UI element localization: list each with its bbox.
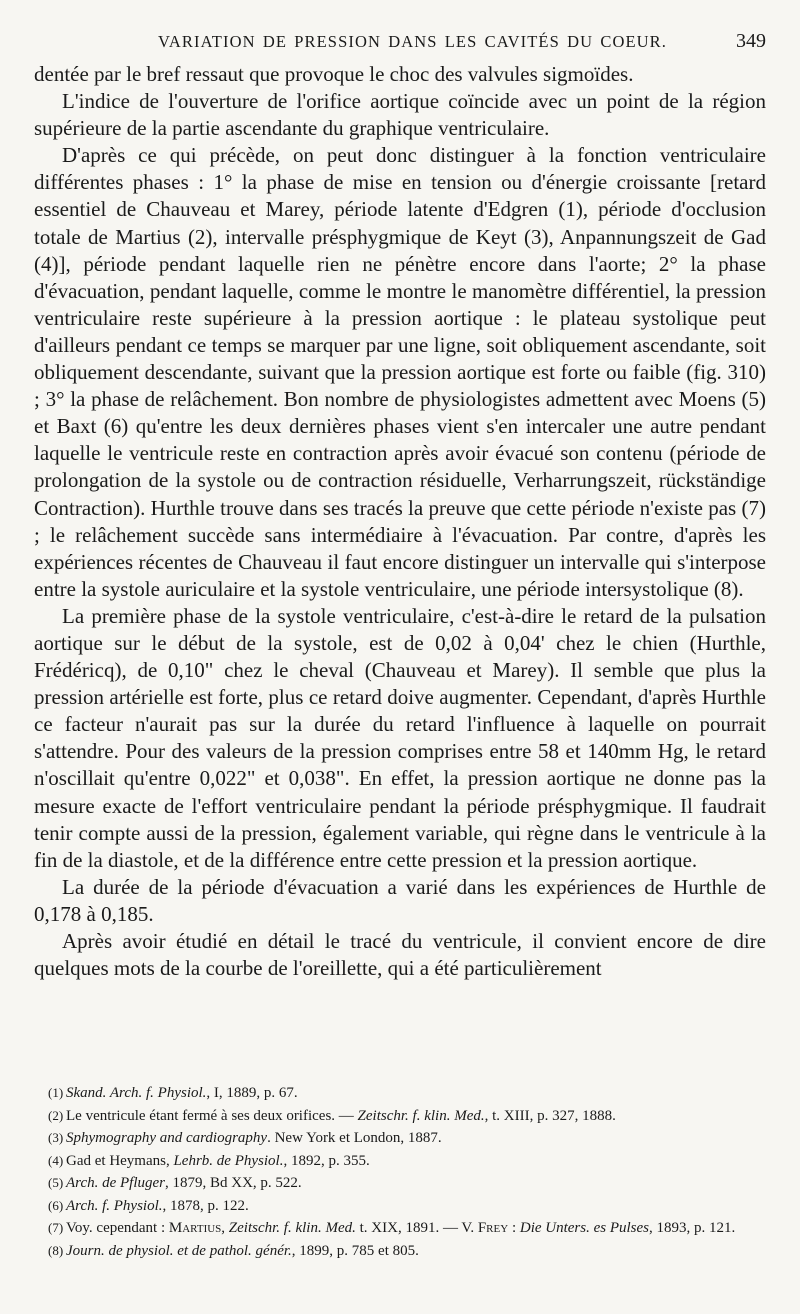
body-text bbox=[34, 61, 766, 982]
paragraph-6: Après avoir étudié en détail le tracé du ventricule, il convient encore de dire quelques mots de la courbe de l'oreillette, qui a été particulièrement bbox=[34, 929, 766, 981]
paragraph-5: La durée de la période d'évacuation a varié dans les expériences de Hurthle de 0,178 à 0,185. bbox=[34, 874, 766, 926]
footnote-1: (1) Skand. Arch. f. Physiol., I, 1889, p. 67. bbox=[48, 1085, 298, 1101]
paragraph-4: La première phase de la systole ventriculaire, c'est-à-dire le retard de la pulsation aortique sur le début de la systole, est de 0,02 à 0,04' chez le chien (Hurthle, Frédéricq), de 0,10" chez le cheval (Chauveau et Marey). Il semble que plus la pression artérielle est forte, plus ce retard doive augmenter. Cependant, d'après Hurthle ce facteur n'aurait pas sur la durée du retard l'influence à laquelle on pourrait s'attendre. Pour des valeurs de la pression comprises entre 58 et 140mm Hg, le retard n'oscillait qu'entre 0,022" et 0,038". En effet, la pression aortique ne donne pas la mesure exacte de l'effort ventriculaire pendant la période présphygmique. Il faudrait tenir compte aussi de la pression, également variable, qui règne dans le ventricule à la fin de la diastole, et de la différence entre cette pression et la pression aortique. bbox=[34, 603, 766, 872]
footnote-6: (6) Arch. f. Physiol., 1878, p. 122. bbox=[48, 1197, 249, 1214]
page-number: 349 bbox=[736, 30, 766, 52]
paragraph-2: L'indice de l'ouverture de l'orifice aortique coïncide avec un point de la région supérieure de la partie ascendante du graphique ventriculaire. bbox=[34, 89, 766, 141]
footnote-7: (7) Voy. cependant : Martius, Zeitschr. f. klin. Med. t. XIX, 1891. — V. Frey : Die Unters. es Pulses, 1893, p. 121. bbox=[48, 1220, 736, 1236]
footnotes bbox=[48, 1082, 766, 1262]
footnote-4: (4) Gad et Heymans, Lehrb. de Physiol., 1892, p. 355. bbox=[48, 1152, 370, 1169]
paragraph-1: dentée par le bref ressaut que provoque le choc des valvules sigmoïdes. bbox=[34, 62, 634, 86]
footnote-5: (5) Arch. de Pfluger, 1879, Bd XX, p. 522. bbox=[48, 1175, 302, 1191]
footnote-8: (8) Journ. de physiol. et de pathol. génér., 1899, p. 785 et 805. bbox=[48, 1242, 419, 1259]
paragraph-3: D'après ce qui précède, on peut donc distinguer à la fonction ventriculaire différentes phases : 1° la phase de mise en tension ou d'énergie croissante [retard essentiel de Chauveau et Marey, période latente d'Edgren (1), période d'occlusion totale de Martius (2), intervalle présphygmique de Keyt (3), Anpannungszeit de Gad (4)], période pendant laquelle rien ne pénètre encore dans l'aorte; 2° la phase d'évacuation, pendant laquelle, comme le montre le manomètre différentiel, la pression ventriculaire reste supérieure à la pression aortique : le plateau systolique peut d'ailleurs pendant ce temps se marquer par une ligne, soit obliquement ascendante, soit obliquement descendante, suivant que la pression aortique est forte ou faible (fig. 310) ; 3° la phase de relâchement. Bon nombre de physiologistes admettent avec Moens (5) et Baxt (6) qu'entre les deux dernières phases vient s'en intercaler une autre pendant laquelle le ventricule reste en contraction après avoir évacué son contenu (période de prolongation de la systole ou de contraction résiduelle, Verharrungszeit, rückständige Contraction). Hurthle trouve dans ses tracés la preuve que cette période n'existe pas (7) ; le relâchement succède sans intermédiaire à l'évacuation. Par contre, d'après les expériences récentes de Chauveau il faut encore distinguer un intervalle qui s'interpose entre la systole auriculaire et la systole ventriculaire, une période intersystolique (8). bbox=[34, 143, 766, 601]
running-title: VARIATION DE PRESSION DANS LES CAVITÉS DU COEUR. bbox=[158, 32, 667, 51]
running-header bbox=[0, 30, 800, 58]
footnote-2: (2) Le ventricule étant fermé à ses deux orifices. — Zeitschr. f. klin. Med., t. XIII, p. 327, 1888. bbox=[48, 1107, 616, 1124]
footnote-3: (3) Sphymography and cardiography. New York et London, 1887. bbox=[48, 1130, 442, 1146]
